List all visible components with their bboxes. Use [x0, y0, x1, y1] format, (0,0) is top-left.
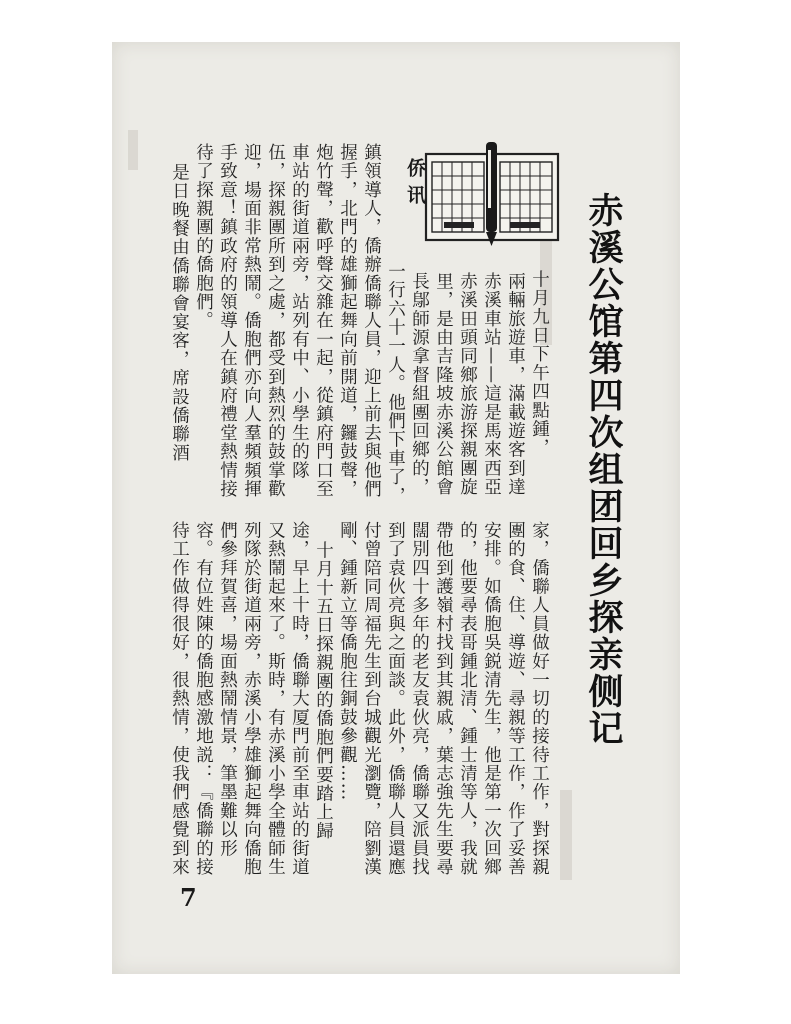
text-column: 家，僑聯人員做好一切的接待工作，對探親: [529, 521, 550, 877]
text-column: 一行六十一人。他們下車了，: [385, 262, 406, 506]
text-column: 十月十五日探親團的僑胞們要踏上歸: [313, 541, 334, 841]
text-column: 握手，北門的雄獅起舞向前開道，鑼鼓聲，: [337, 143, 358, 499]
text-column: 伍，探親團所到之處，都受到熱烈的鼓掌歡: [265, 143, 286, 499]
manuscript-pen-icon: [424, 140, 560, 248]
text-column: 途，早上十時，僑聯大厦門前至車站的街道: [289, 521, 310, 877]
text-column: 十月九日下午四點鍾，: [529, 270, 550, 457]
text-column: 手致意！鎮政府的領導人在鎮府禮堂熱情接: [217, 143, 238, 499]
page-number: 7: [180, 883, 197, 912]
text-column: 赤溪田頭同鄉旅游探親團旋: [457, 272, 478, 497]
text-column: 安排。如僑胞吳鋭清先生，他是第一次回鄉: [481, 521, 502, 877]
text-column: 待了探親團的僑胞們。: [193, 143, 214, 330]
text-column: 的，他要尋表哥鍾北清、鍾士清等人，我就: [457, 521, 478, 877]
text-column: 帶他到護嶺村找到其親戚，葉志強先生要尋: [433, 521, 454, 877]
text-column: 是日晚餐由僑聯會宴客，席設僑聯酒: [169, 163, 190, 463]
text-column: 到了袁伙亮與之面談。此外，僑聯人員還應: [385, 521, 406, 877]
text-column: 剛、鍾新立等僑胞往銅鼓參觀……: [337, 521, 358, 802]
text-column: 團的食、住、導遊、尋親等工作，作了妥善: [505, 521, 526, 877]
text-column: 車站的街道兩旁，站列有中、小學生的隊: [289, 143, 310, 480]
text-column: 赤溪車站——這是馬來西亞: [481, 272, 502, 497]
text-column: 迎，場面非常熱鬧。僑胞們亦向人羣頻頻揮: [241, 143, 262, 499]
text-column: 容。有位姓陳的僑胞感激地説：『僑聯的接: [193, 521, 214, 877]
text-column: 兩輛旅遊車，滿載遊客到達: [505, 272, 526, 497]
text-column: 長鄔師源拿督組團回鄉的，: [409, 272, 430, 497]
section-label-qiaoxun: 侨讯: [404, 158, 426, 212]
text-column: 里，是由吉隆坡赤溪公館會: [433, 272, 454, 497]
text-column: 付曾陪同周福先生到台城觀光瀏覽，陪劉漢: [361, 521, 382, 877]
text-column: 炮竹聲，歡呼聲交雜在一起，從鎮府門口至: [313, 143, 334, 499]
text-column: 又熱鬧起來了。斯時，有赤溪小學全體師生: [265, 521, 286, 877]
text-column: 們參拜賀喜，場面熱鬧情景，筆墨難以形: [217, 521, 238, 858]
text-column: 列隊於街道兩旁，赤溪小學雄獅起舞向僑胞: [241, 521, 262, 877]
bleed-mark: [560, 790, 572, 880]
text-column: 待工作做得很好，很熱情，使我們感覺到來: [169, 521, 190, 877]
text-column: 鎮領導人，僑辦僑聯人員，迎上前去與他們: [361, 143, 382, 499]
text-column: 闊別四十多年的老友袁伙亮，僑聯又派員找: [409, 521, 430, 877]
article-title: 赤溪公馆第四次组团回乡探亲侧记: [583, 192, 624, 747]
bleed-mark: [128, 130, 138, 170]
